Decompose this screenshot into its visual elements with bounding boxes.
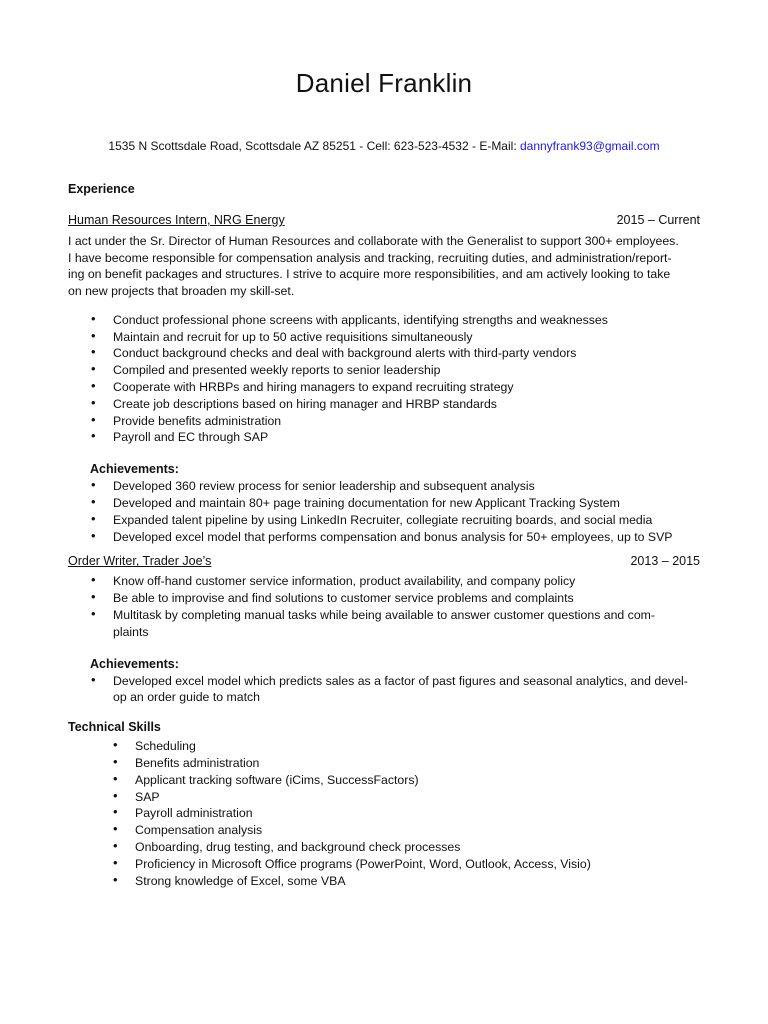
email-link[interactable]: dannyfrank93@gmail.com (519, 139, 660, 153)
summary-line: ing on benefit packages and structures. I strive to acquire more responsibilities, and am actively looking to take (68, 267, 671, 282)
achievements-heading: Achievements: (90, 462, 179, 477)
job-duties-list (91, 572, 700, 640)
list-item: • Compensation analysis (113, 821, 263, 838)
bullet-icon: • (91, 477, 96, 493)
job-header (68, 211, 700, 229)
list-item: • Maintain and recruit for up to 50 active requisitions simultaneously (91, 327, 473, 344)
job-header (68, 552, 700, 570)
list-item: • Cooperate with HRBPs and hiring managers to expand recruiting strategy (91, 378, 514, 394)
achievements-heading: Achievements: (90, 656, 179, 671)
job-dates: 2013 – 2015 (630, 554, 700, 569)
bullet-icon: • (91, 411, 96, 427)
bullet-icon: • (113, 837, 118, 853)
bullet-icon: • (91, 378, 96, 393)
achievements-list (91, 477, 700, 545)
job-title: Human Resources Intern, NRG Energy (68, 213, 285, 227)
list-item: • Payroll and EC through SAP (91, 428, 269, 445)
list-item: • Benefits administration (113, 753, 260, 770)
bullet-icon: • (113, 770, 118, 786)
bullet-icon: • (91, 428, 96, 444)
summary-line: on new projects that broaden my skill-set. (68, 284, 295, 299)
contact-line (0, 139, 768, 153)
list-item: • Payroll administration (113, 804, 253, 821)
contact-text: 1535 N Scottsdale Road, Scottsdale AZ 85251 - Cell: 623-523-4532 - E-Mail: (108, 139, 520, 153)
list-item: • Developed 360 review process for senior leadership and subsequent analysis (91, 477, 535, 494)
list-item: • Multitask by completing manual tasks while being available to answer customer questions and com- plaints (91, 605, 656, 639)
bullet-icon: • (113, 854, 118, 870)
list-item: • Conduct background checks and deal with background alerts with third-party vendors (91, 344, 577, 361)
list-item: • Developed excel model that performs compensation and bonus analysis for 50+ employees, up to SVP (91, 527, 673, 544)
bullet-icon: • (91, 327, 96, 343)
bullet-icon: • (91, 605, 96, 621)
list-item: • Compiled and presented weekly reports to senior leadership (91, 361, 441, 378)
bullet-icon: • (113, 753, 118, 769)
list-item: • Provide benefits administration (91, 411, 282, 428)
list-item: • Conduct professional phone screens with applicants, identifying strengths and weaknesses (91, 310, 608, 327)
bullet-icon: • (91, 361, 96, 377)
bullet-icon: • (91, 510, 96, 526)
list-item: • Expanded talent pipeline by using LinkedIn Recruiter, collegiate recruiting boards, and social media (91, 510, 653, 527)
list-item: • Developed excel model which predicts sales as a factor of past figures and seasonal analytics, and devel- op an order guide to match (91, 671, 688, 705)
job-summary (68, 233, 700, 300)
bullet-icon: • (91, 394, 96, 410)
job-duties-list (91, 310, 700, 446)
list-item: • Scheduling (113, 737, 196, 754)
bullet-icon: • (91, 344, 96, 360)
list-item: • SAP (113, 787, 160, 804)
list-item: • Know off-hand customer service information, product availability, and company policy (91, 572, 576, 589)
bullet-icon: • (91, 671, 96, 687)
bullet-icon: • (91, 589, 96, 605)
summary-line: I act under the Sr. Director of Human Resources and collaborate with the Generalist to support 300+ employees. (68, 234, 679, 248)
bullet-icon: • (113, 821, 118, 837)
bullet-icon: • (113, 871, 118, 887)
experience-heading: Experience (68, 182, 135, 196)
skills-heading: Technical Skills (68, 720, 161, 735)
summary-line: I have become responsible for compensation analysis and tracking, recruiting duties, and administration/report- (68, 250, 672, 265)
resume-content (68, 180, 700, 889)
bullet-icon: • (91, 527, 96, 543)
bullet-icon: • (91, 310, 96, 326)
list-item: • Onboarding, drug testing, and background check processes (113, 837, 461, 854)
achievements-list (91, 671, 700, 707)
list-item: • Developed and maintain 80+ page training documentation for new Applicant Tracking System (91, 493, 620, 510)
job-title: Order Writer, Trader Joe’s (68, 554, 212, 569)
list-item: • Create job descriptions based on hiring manager and HRBP standards (91, 394, 497, 411)
list-item: • Strong knowledge of Excel, some VBA (113, 871, 346, 888)
job-dates: 2015 – Current (616, 213, 700, 227)
list-item: • Be able to improvise and find solutions to customer service problems and complaints (91, 589, 574, 606)
bullet-icon: • (91, 493, 96, 509)
skills-list (113, 737, 700, 889)
list-item: • Applicant tracking software (iCims, SuccessFactors) (113, 770, 419, 787)
bullet-icon: • (113, 737, 118, 753)
bullet-icon: • (113, 787, 118, 803)
bullet-icon: • (91, 572, 96, 588)
list-item: • Proficiency in Microsoft Office programs (PowerPoint, Word, Outlook, Access, Visio) (113, 854, 591, 871)
resume-name: Daniel Franklin (295, 68, 473, 98)
bullet-icon: • (113, 804, 118, 820)
